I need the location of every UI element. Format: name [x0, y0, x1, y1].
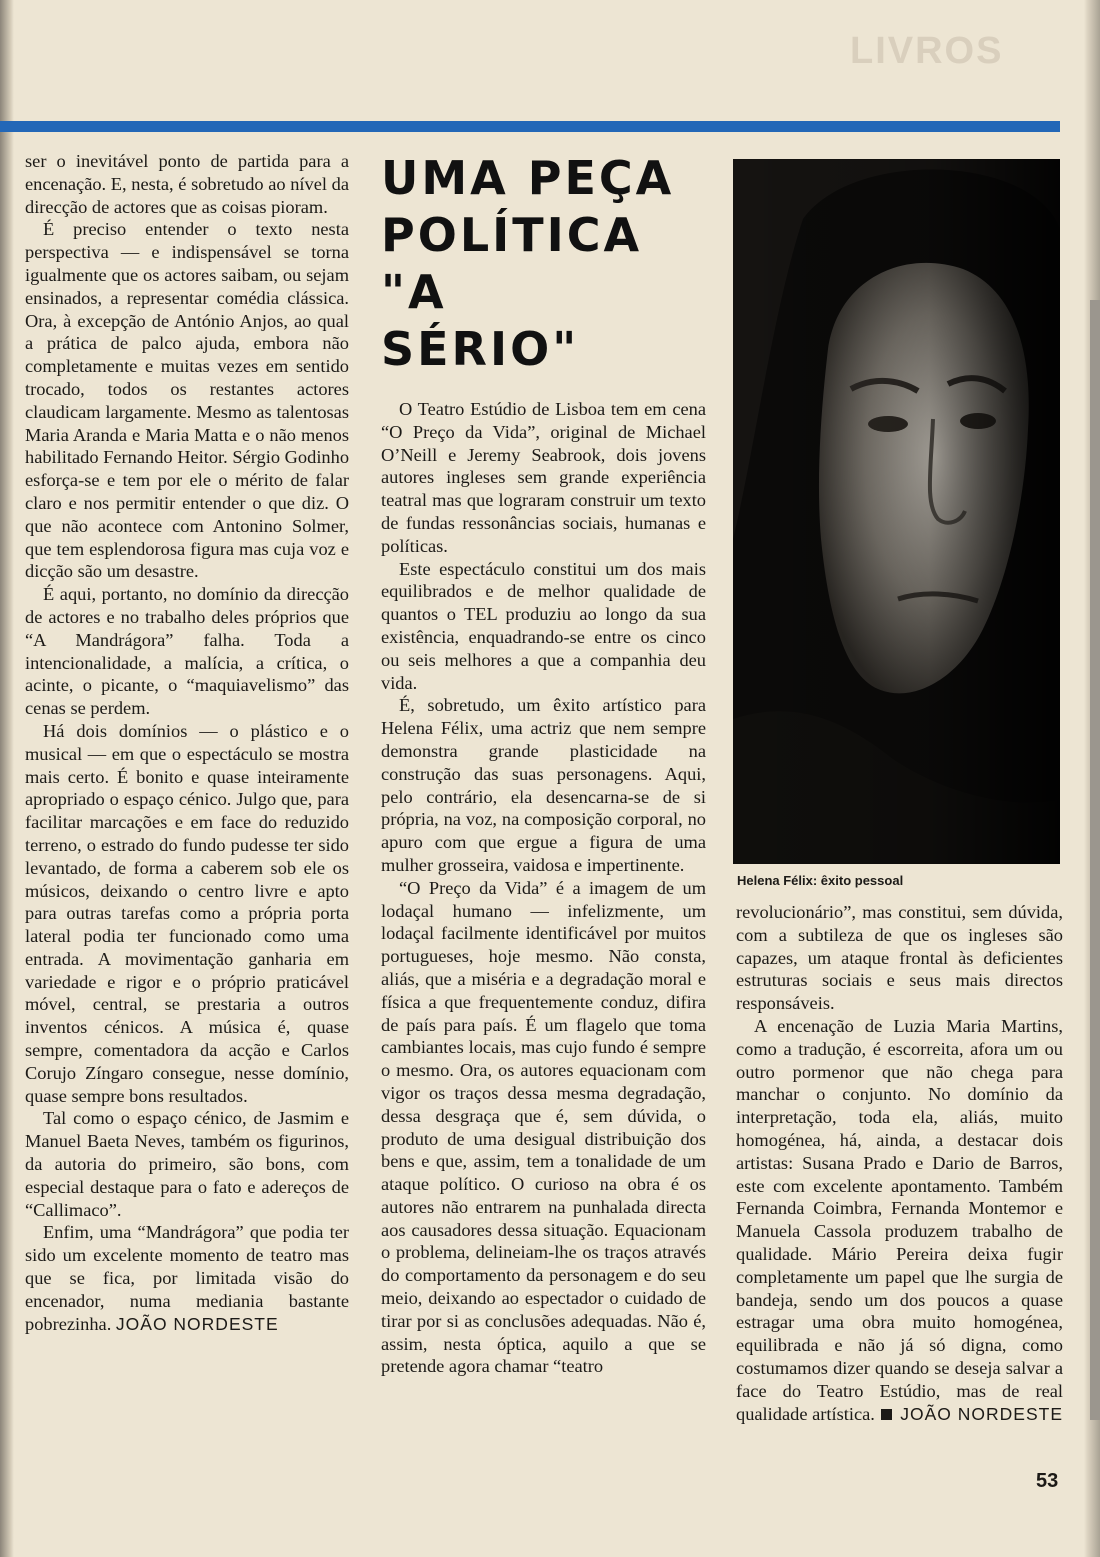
headline-line: SÉRIO" [381, 322, 580, 376]
headline-line: POLÍTICA [381, 208, 643, 262]
headline-line: "A [381, 265, 447, 319]
page-number: 53 [1036, 1470, 1059, 1492]
paragraph: ser o inevitável ponto de partida para a encenação. E, nesta, é sobretudo ao nível da direcção de actores que as coisas pioram. [25, 151, 349, 217]
author-signature: JOÃO NORDESTE [115, 1313, 279, 1334]
headline-line: UMA PEÇA [381, 151, 675, 205]
end-mark-icon [881, 1409, 892, 1420]
paragraph-with-signature [736, 1015, 1063, 1425]
paragraph: Este espectáculo constitui um dos mais equilibrados e de melhor qualidade de quantos o TEL produziu ao longo da sua existência, enquadrando-se entre os cinco ou seis melhores a que a companhia deu vida. [381, 558, 706, 693]
paragraph-with-signature [25, 1221, 349, 1335]
page-binding-shadow [0, 0, 14, 1557]
paragraph: “O Preço da Vida” é a imagem de um lodaçal humano — infelizmente, um lodaçal facilmente identificável por muitos portugueses, hoje mesmo. Não consta, aliás, que a miséria e a degradação moral e física a que frequentemente conduz, difira de país para país. É um flagelo que toma cambiantes locais, mas cujo fundo é sempre o mesmo. Ora, os autores equacionam com vigor os traços dessa mesma degradação, dessa desgraça que é, sem dúvida, o produto de uma desigual distribuição dos bens e que, assim, tem a tonalidade de um ataque político. O curioso na obra é os autores não entrarem na punhalada directa aos causadores dessa situação. Equacionam o problema, delineiam-lhe os traços através do comportamento da personagem e do seu meio, deixando ao espectador o cuidado de tirar por si as conclusões adequadas. Não é, assim, nesta óptica, aquilo a que se pretende agora chamar “teatro [381, 877, 706, 1377]
paragraph: É preciso entender o texto nesta perspectiva — e indispensável se torna igualmente que os actores saibam, ou sejam ensinados, a representar comédia clássica. Ora, à excepção de António Anjos, ao qual a prática de palco ajuda, embora não completamente e muitas vezes em sentido trocado, todos os restantes actores claudicam largamente. Mesmo as talentosas Maria Aranda e Maria Matta e o não menos habilitado Fernando Heitor. Sérgio Godinho esforça-se e tem por ele o mérito de falar claro e nos permitir entender o que diz. O que não acontece com Antonino Solmer, que tem esplendorosa figura mas cuja voz e dicção são um desastre. [25, 219, 350, 582]
paragraph: A encenação de Luzia Maria Martins, como a tradução, é escorreita, afora um ou outro pormenor que não chega para manchar o conjunto. No domínio da interpretação, toda ela, aliás, muito homogénea, há, ainda, a destacar dois artistas: Susana Prado e Dario de Barros, este com excelente apontamento. Também Fernanda Coimbra, Fernanda Montemor e Manuela Cassola produzem trabalho de qualidade. Mário Pereira deixa fugir completamente um papel que lhe surgia de bandeja, sendo um dos poucos a quase estragar uma obra muito homogénea, equilibrada e não já só digna, como costumamos dizer quando se deseja salvar a face do Teatro Estúdio, mas de real qualidade artística. [736, 1015, 1063, 1424]
paragraph: É, sobretudo, um êxito artístico para Helena Félix, uma actriz que nem sempre demonstra grande plasticidade na construção das suas personagens. Aqui, pelo contrário, ela desencarna-se de si própria, na voz, na composição corporal, no apuro com que ergue a figura de uma mulher grosseira, vaidosa e impertinente. [381, 695, 706, 875]
blue-header-rule [0, 121, 1060, 132]
portrait-image [733, 159, 1060, 864]
paragraph: Enfim, uma “Mandrágora” que podia ter sido um excelente momento de teatro mas que se fica, por limitada visão do encenador, numa mediania bastante pobrezinha. [25, 1222, 349, 1334]
article-column-2 [381, 398, 706, 1378]
paragraph: Tal como o espaço cénico, de Jasmim e Manuel Baeta Neves, também os figurinos, da autoria do primeiro, são bons, com especial destaque para o fato e adereços de “Callimaco”. [25, 1108, 349, 1220]
photo-caption: Helena Félix: êxito pessoal [737, 873, 904, 888]
article-column-3 [736, 901, 1063, 1425]
portrait-photo [733, 159, 1060, 864]
author-signature: JOÃO NORDESTE [900, 1403, 1063, 1424]
article-column-1 [25, 150, 349, 1335]
paragraph: revolucionário”, mas constitui, sem dúvida, com a subtileza de que os ingleses são capazes, um ataque frontal às deficientes estruturas sociais e seus mais directos responsáveis. [736, 902, 1063, 1014]
paragraph: É aqui, portanto, no domínio da direcção de actores e no trabalho deles próprios que “A Mandrágora” falha. Toda a intencionalidade, a malícia, a crítica, o acinte, o picante, o “maquiavelismo” das cenas se perdem. [25, 584, 349, 719]
article-headline [381, 150, 716, 378]
right-section-tab [1090, 300, 1100, 1420]
paragraph: O Teatro Estúdio de Lisboa tem em cena “O Preço da Vida”, original de Michael O’Neill e Jeremy Seabrook, dois jovens autores ingleses sem grande experiência teatral mas que lograram construir um texto de fundas ressonâncias sociais, humanas e políticas. [381, 399, 706, 556]
paragraph: Há dois domínios — o plástico e o musical — em que o espectáculo se mostra mais certo. É bonito e quase inteiramente apropriado o espaço cénico. Julgo que, para facilitar marcações e em face do reduzido terreno, o estrado do fundo pudesse ter sido levantado, de forma a caberem sob ele os músicos, deixando o centro livre e apto para outras tarefas como a própria porta lateral podia ter funcionado como uma entrada. A movimentação ganharia em variedade e rigor e o próprio praticável móvel, central, se prestaria a outros inventos cénicos. A música é, quase sempre, comentadora da acção e Carlos Corujo Zíngaro consegue, nesse domínio, quase sempre bons resultados. [25, 720, 349, 1106]
ghost-section-heading: LIVROS [850, 30, 1004, 72]
